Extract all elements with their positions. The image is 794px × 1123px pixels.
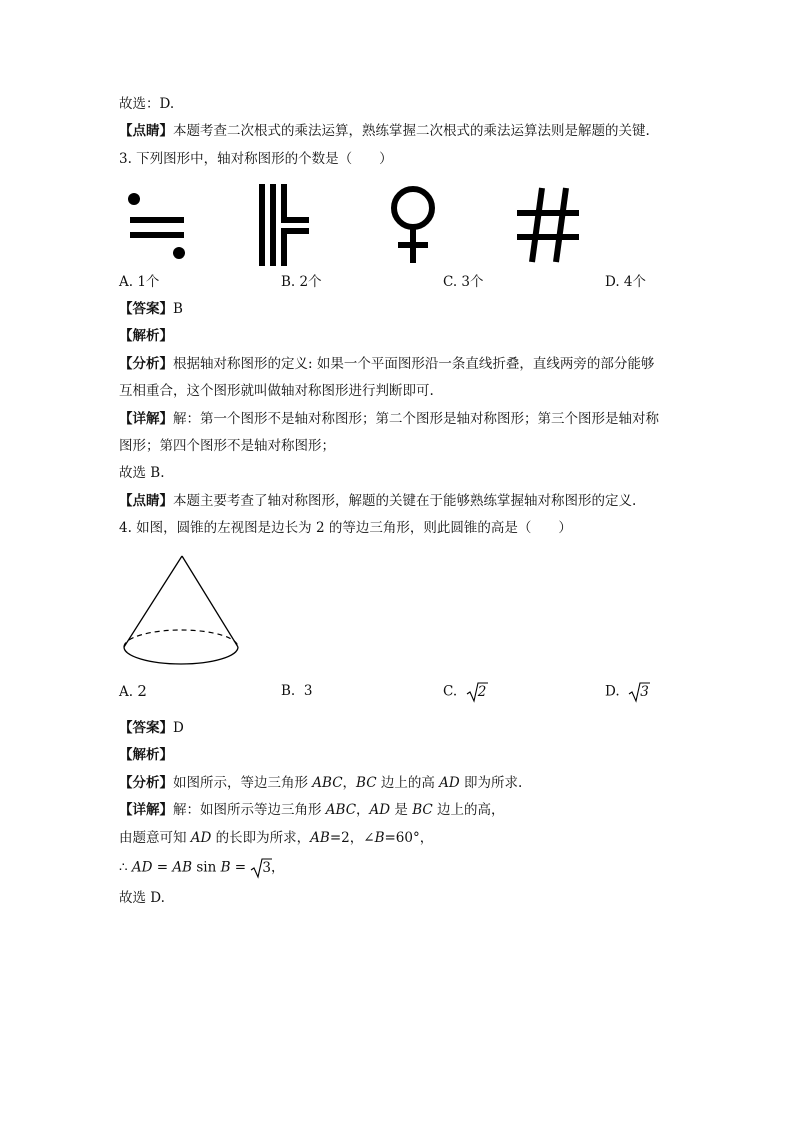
q3-fenxi-1 xyxy=(119,354,654,374)
figure-venus-symbol xyxy=(386,184,440,266)
figure-cone xyxy=(118,552,244,670)
conclusion-line-q2: 故选：D. xyxy=(119,96,175,112)
math-var: BC xyxy=(356,775,377,791)
question-3-stem: 3. 下列图形中，轴对称图形的个数是（ ） xyxy=(119,151,393,167)
q3-conclusion: 故选 B. xyxy=(119,465,165,481)
q3-xiangjie-1 xyxy=(119,409,659,429)
text-segment: 解：如图所示等边三角形 xyxy=(173,802,326,818)
text-segment: ， xyxy=(342,775,357,791)
math-var: B xyxy=(220,859,231,876)
math-var: ABC xyxy=(325,802,357,818)
text-segment: 边上的高， xyxy=(432,802,505,818)
q4-answer xyxy=(119,718,184,738)
math-radicand: 3 xyxy=(262,859,271,876)
q3-option-d: D. 4个 xyxy=(605,274,647,290)
math-var: AD xyxy=(369,802,391,818)
question-4-stem: 4. 如图，圆锥的左视图是边长为 2 的等边三角形，则此圆锥的高是（ ） xyxy=(119,520,572,536)
q4-equation xyxy=(119,857,284,879)
dianjing-text: 本题考查二次根式的乘法运算，熟练掌握二次根式的乘法运算法则是解题的关键. xyxy=(173,123,650,139)
q4-option-d xyxy=(605,681,649,703)
math-var: AD xyxy=(190,830,212,846)
text-segment: 边上的高 xyxy=(376,775,440,791)
math-var: AB xyxy=(310,830,330,846)
dianjing-q2 xyxy=(119,121,650,141)
fenxi-tag: 【分析】 xyxy=(119,356,173,372)
q4-option-c-value: 2 xyxy=(477,683,487,700)
q3-option-a: A. 1个 xyxy=(119,274,160,290)
text-segment: 如图所示，等边三角形 xyxy=(173,775,313,791)
xiangjie-text: 解：第一个图形不是轴对称图形；第二个图形是轴对称图形；第三个图形是轴对称 xyxy=(173,411,659,427)
q4-option-d-label: D. xyxy=(605,683,620,700)
q4-conclusion: 故选 D. xyxy=(119,890,165,906)
text-segment: 是 xyxy=(390,802,413,818)
q4-option-a-label: A. xyxy=(119,684,134,700)
answer-value: D xyxy=(173,720,184,736)
q3-jiexi-tag: 【解析】 xyxy=(119,328,173,344)
math-var: BC xyxy=(412,802,433,818)
figure-hash-symbol xyxy=(514,186,580,264)
answer-tag: 【答案】 xyxy=(119,301,173,317)
therefore-symbol: ∴ xyxy=(119,859,132,876)
q3-dianjing xyxy=(119,491,636,511)
q4-option-c xyxy=(443,681,486,703)
q4-option-d-value: 3 xyxy=(640,683,649,700)
figure-doteq xyxy=(124,184,188,264)
q4-jiexi-tag: 【解析】 xyxy=(119,747,173,763)
answer-tag: 【答案】 xyxy=(119,720,173,736)
q4-option-b xyxy=(281,681,312,701)
answer-value: B xyxy=(173,301,183,317)
q4-xiangjie xyxy=(119,800,505,820)
math-op: = xyxy=(230,859,251,876)
text-segment: 由题意可知 xyxy=(119,830,191,846)
text-segment: ， xyxy=(356,802,370,818)
q4-option-b-label: B. xyxy=(281,683,296,699)
q4-option-a-value: 2 xyxy=(137,682,147,700)
text-segment: =2，∠ xyxy=(329,830,375,846)
q3-fenxi-2: 互相重合，这个图形就叫做轴对称图形进行判断即可. xyxy=(119,383,434,399)
math-var: B xyxy=(374,830,385,846)
math-var: ABC xyxy=(312,775,343,791)
text-segment: 即为所求. xyxy=(459,775,523,791)
text-segment: 的长即为所求， xyxy=(211,830,311,846)
q3-option-b: B. 2个 xyxy=(281,274,322,290)
math-var: AD xyxy=(439,775,460,791)
text-segment: =60°， xyxy=(384,830,434,846)
q3-answer xyxy=(119,299,183,319)
xiangjie-tag: 【详解】 xyxy=(119,802,173,818)
dianjing-text: 本题主要考查了轴对称图形，解题的关键在于能够熟练掌握轴对称图形的定义. xyxy=(173,493,637,509)
q4-option-c-label: C. xyxy=(443,683,458,700)
figure-parallel-corner xyxy=(255,182,311,268)
q4-fenxi xyxy=(119,773,522,793)
q3-option-c: C. 3个 xyxy=(443,274,484,290)
fenxi-tag: 【分析】 xyxy=(119,775,173,791)
dianjing-tag: 【点睛】 xyxy=(119,123,173,139)
math-func: sin xyxy=(192,859,221,876)
q3-xiangjie-2: 图形；第四个图形不是轴对称图形； xyxy=(119,438,335,454)
xiangjie-tag: 【详解】 xyxy=(119,411,173,427)
text-segment: ， xyxy=(270,859,285,876)
q4-option-a xyxy=(119,681,147,702)
fenxi-text: 根据轴对称图形的定义: 如果一个平面图形沿一条直线折叠，直线两旁的部分能够 xyxy=(173,356,655,372)
q4-option-b-value: 3 xyxy=(303,683,313,699)
q4-given xyxy=(119,828,433,848)
dianjing-tag: 【点睛】 xyxy=(119,493,173,509)
math-expr: AD = AB xyxy=(131,859,193,876)
